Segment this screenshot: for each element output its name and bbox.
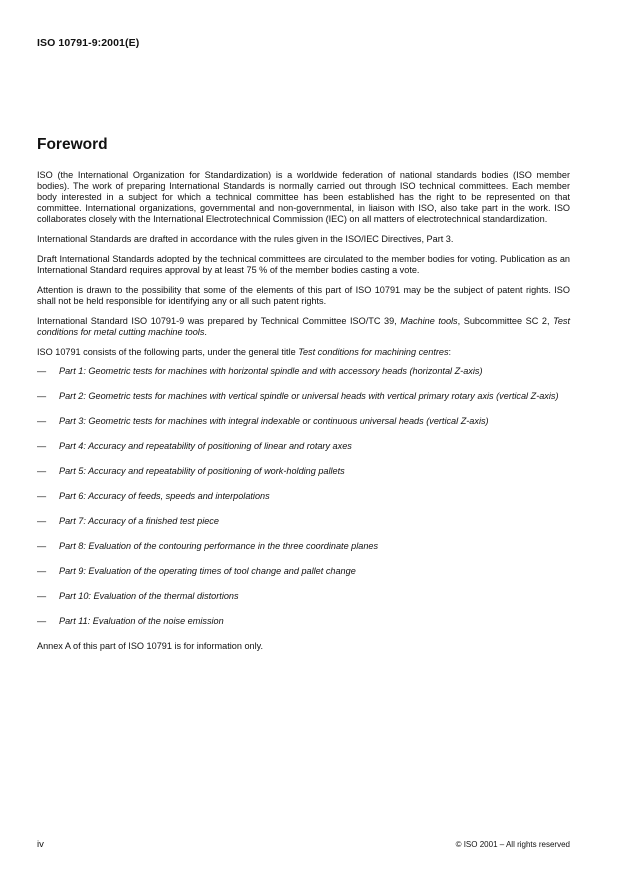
list-item — [37, 391, 570, 402]
dash-marker: — — [37, 516, 47, 526]
paragraph-patent-rights: Attention is drawn to the possibility that some of the elements of this part of ISO 10791 may be the subject of patent rights. ISO shall not be held responsible for identifying any or all such patent rights. — [37, 285, 570, 306]
foreword-body — [37, 170, 570, 661]
dash-marker: — — [37, 566, 47, 576]
page-number: iv — [37, 839, 44, 850]
dash-marker: — — [37, 591, 47, 601]
paragraph-prepared-by: International Standard ISO 10791-9 was prepared by Technical Committee ISO/TC 39, Machine tools, Subcommittee SC 2, Test conditions for metal cutting machine tools. — [37, 316, 570, 337]
dash-marker: — — [37, 541, 47, 551]
document-identifier: ISO 10791-9:2001(E) — [37, 37, 140, 49]
list-item — [37, 616, 570, 627]
part-title: Part 3: Geometric tests for machines with integral indexable or continuous universal heads (vertical Z-axis) — [59, 416, 489, 426]
page-title: Foreword — [37, 136, 108, 153]
part-title: Part 9: Evaluation of the operating times of tool change and pallet change — [59, 566, 356, 576]
part-title: Part 10: Evaluation of the thermal distortions — [59, 591, 239, 601]
part-title: Part 5: Accuracy and repeatability of positioning of work-holding pallets — [59, 466, 345, 476]
list-item — [37, 541, 570, 552]
paragraph-parts-intro: ISO 10791 consists of the following parts, under the general title Test conditions for machining centres: — [37, 347, 452, 357]
part-title: Part 8: Evaluation of the contouring performance in the three coordinate planes — [59, 541, 379, 551]
dash-marker: — — [37, 491, 47, 501]
dash-marker: — — [37, 391, 47, 401]
dash-marker: — — [37, 366, 47, 376]
list-item — [37, 591, 570, 602]
part-title: Part 6: Accuracy of feeds, speeds and interpolations — [59, 491, 270, 501]
list-item — [37, 366, 570, 377]
parts-list — [37, 366, 570, 627]
copyright-notice: © ISO 2001 – All rights reserved — [455, 840, 570, 849]
list-item — [37, 416, 570, 427]
list-item — [37, 516, 570, 527]
part-title: Part 4: Accuracy and repeatability of positioning of linear and rotary axes — [59, 441, 352, 451]
list-item — [37, 491, 570, 502]
dash-marker: — — [37, 616, 47, 626]
dash-marker: — — [37, 466, 47, 476]
dash-marker: — — [37, 441, 47, 451]
part-title: Part 11: Evaluation of the noise emission — [59, 616, 224, 626]
paragraph-iso-overview: ISO (the International Organization for Standardization) is a worldwide federation of national standards bodies (ISO member bodies). The work of preparing International Standards is normally carried out through ISO technical committees. Each member body interested in a subject for which a technical committee has been established has the right to be represented on that committee. International organizations, governmental and non-governmental, in liaison with ISO, also take part in the work. ISO collaborates closely with the International Electrotechnical Commission (IEC) on all matters of electrotechnical standardization. — [37, 170, 570, 224]
paragraph-voting: Draft International Standards adopted by the technical committees are circulated to the member bodies for voting. Publication as an International Standard requires approval by at least 75 % of the member bodies casting a vote. — [37, 254, 570, 275]
paragraph-annex-note: Annex A of this part of ISO 10791 is for information only. — [37, 641, 264, 651]
paragraph-directives: International Standards are drafted in accordance with the rules given in the ISO/IEC Directives, Part 3. — [37, 234, 454, 244]
part-title: Part 7: Accuracy of a finished test piece — [59, 516, 219, 526]
list-item — [37, 566, 570, 577]
list-item — [37, 441, 570, 452]
list-item — [37, 466, 570, 477]
part-title: Part 1: Geometric tests for machines with horizontal spindle and with accessory heads (horizontal Z-axis) — [59, 366, 483, 376]
part-title: Part 2: Geometric tests for machines with vertical spindle or universal heads with vertical primary rotary axis (vertical Z-axis) — [59, 391, 559, 401]
dash-marker: — — [37, 416, 47, 426]
